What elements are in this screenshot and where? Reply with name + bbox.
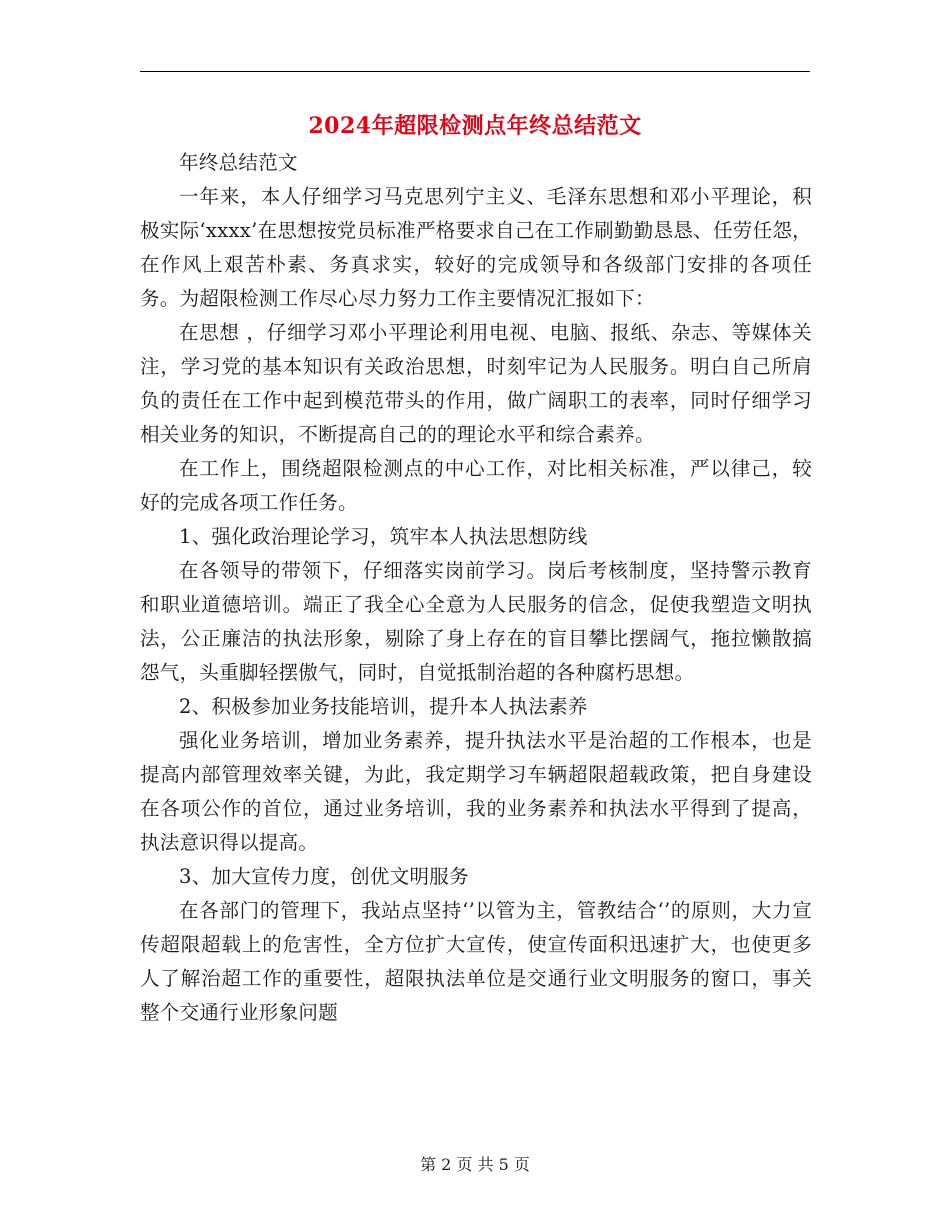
page-number-footer: 第 2 页 共 5 页 [420, 1155, 530, 1174]
paragraph-section-2: 强化业务培训，增加业务素养，提升执法水平是治超的工作根本，也是提高内部管理效率关键，为此，我定期学习车辆超限超载政策，把自身建设在各项公作的首位，通过业务培训，我的业务素养和执法水平得到了提高，执法意识得以提高。 [140, 729, 812, 854]
document-title: 2024年超限检测点年终总结范文 [308, 113, 642, 139]
document-body [140, 146, 812, 1030]
paragraph-subtitle: 年终总结范文 [179, 151, 298, 174]
paragraph-intro: 一年来，本人仔细学习马克思列宁主义、毛泽东思想和邓小平理论，积极实际‘xxxx’在思想按党员标准严格要求自己在工作刷勤勤恳恳、任劳任怨，在作风上艰苦朴素、务真求实，较好的完成领导和各级部门安排的各项任务。为超限检测工作尽心尽力努力工作主要情况汇报如下： [140, 185, 812, 310]
paragraph-section-3: 在各部门的管理下，我站点坚持‘’以管为主，管教结合‘’的原则，大力宣传超限超载上的危害性，全方位扩大宣传，使宣传面积迅速扩大，也使更多人了解治超工作的重要性，超限执法单位是交通行业文明服务的窗口，事关整个交通行业形象问题 [140, 899, 812, 1024]
paragraph-section-1: 在各领导的带领下，仔细落实岗前学习。岗后考核制度，坚持警示教育和职业道德培训。端正了我全心全意为人民服务的信念，促使我塑造文明执法，公正廉洁的执法形象，剔除了身上存在的盲目攀比摆阔气，拖拉懒散搞怨气，头重脚轻摆傲气，同时，自觉抵制治超的各种腐朽思想。 [140, 559, 812, 684]
paragraph-thought: 在思想 ，仔细学习邓小平理论利用电视、电脑、报纸、杂志、等媒体关注，学习党的基本知识有关政治思想，时刻牢记为人民服务。明白自己所肩负的责任在工作中起到模范带头的作用，做广阔职工的表率，同时仔细学习相关业务的知识，不断提高自己的的理论水平和综合素养。 [140, 321, 812, 446]
section-heading-1: 1、强化政治理论学习，筑牢本人执法思想防线 [179, 525, 588, 548]
header-rule [140, 71, 810, 72]
paragraph-work: 在工作上，围绕超限检测点的中心工作，对比相关标准，严以律己，较好的完成各项工作任务。 [140, 457, 812, 514]
section-heading-3: 3、加大宣传力度，创优文明服务 [179, 865, 469, 888]
section-heading-2: 2、积极参加业务技能培训，提升本人执法素养 [179, 695, 588, 718]
